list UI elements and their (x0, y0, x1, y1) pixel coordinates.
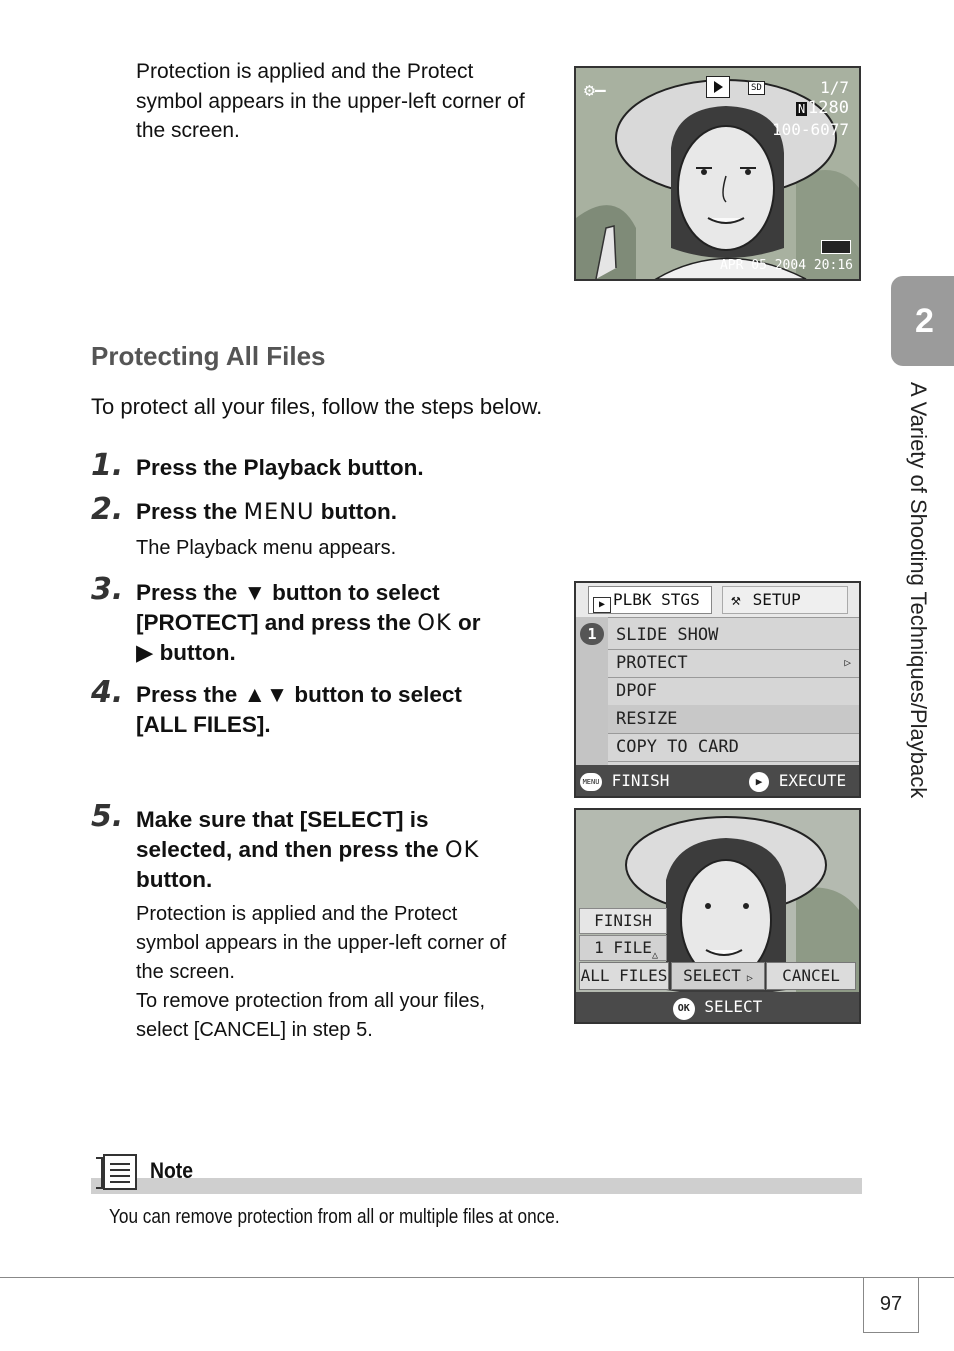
note-bar (91, 1178, 862, 1194)
protected-photo-screen (574, 66, 861, 281)
intro-text (136, 57, 556, 146)
step-2-post: button. (314, 499, 397, 524)
step-4-line-1: Press the ▲▼ button to select (136, 682, 462, 707)
step-5-line-1: Make sure that [SELECT] is (136, 807, 429, 832)
note-text: You can remove protection from all or multiple files at once. (109, 1206, 560, 1228)
step-5-number: 5. (91, 799, 124, 834)
submenu-arrow-icon: ▷ (844, 656, 851, 669)
key-protect-icon: ⚙— (584, 80, 606, 101)
step-5-title (136, 805, 556, 895)
chapter-number: 2 (915, 302, 934, 340)
menu-button-icon: MENU (580, 773, 602, 791)
option-select: SELECT ▷ (671, 962, 765, 990)
select-arrow-icon: ▷ (746, 973, 753, 984)
step-4-title (136, 680, 556, 740)
intro-line-1: Protection is applied and the Protect (136, 60, 474, 83)
menu-key-label: MENU (243, 499, 315, 525)
up-arrow-icon: △ (652, 950, 659, 961)
chapter-tab (891, 276, 954, 366)
tab-playback-settings: ▶ PLBK STGS (588, 586, 712, 614)
ok-select-label: SELECT (704, 997, 763, 1016)
battery-icon (821, 240, 851, 254)
menu-tab-bar (576, 583, 859, 618)
quality-badge: N (798, 102, 806, 116)
note-icon (94, 1152, 142, 1192)
intro-line-2: symbol appears in the upper-left corner of (136, 89, 525, 113)
step-2-desc: The Playback menu appears. (136, 537, 397, 559)
finish-label: FINISH (611, 771, 670, 790)
step-2-title (136, 497, 397, 527)
chapter-title-vertical: A Variety of Shooting Techniques/Playback (906, 382, 931, 799)
section-title: Protecting All Files (91, 341, 326, 371)
down-arrow-icon: ▼ (243, 580, 266, 605)
step-4-number: 4. (91, 675, 124, 710)
ok-key-label: OK (417, 610, 452, 636)
option-all-files: ALL FILES (579, 962, 669, 990)
sd-card-icon: SD (748, 81, 765, 95)
menu-item-dpof: DPOF (608, 677, 859, 706)
menu-page-badge: 1 (580, 623, 604, 645)
frame-counter: 1/7 (820, 78, 849, 97)
menu-item-protect: PROTECT ▷ (608, 649, 859, 678)
step-5-desc: Protection is applied and the Protect symbol appears in the upper-left corner of the screen. To remove protection from all your files, select [CANCEL] in step 5. (136, 903, 507, 1041)
protect-bottom-bar (576, 992, 859, 1022)
photo-datetime: APR 05 2004 20:16 (719, 258, 853, 273)
ok-key-label-2: OK (444, 837, 480, 863)
execute-arrow-icon: ▶ (749, 772, 769, 792)
intro-line-3: the screen. (136, 119, 240, 142)
option-cancel: CANCEL (766, 962, 856, 990)
step-3-line-1: Press the ▼ button to select (136, 580, 440, 605)
step-3-title (136, 578, 556, 668)
menu-bottom-bar (576, 765, 859, 796)
menu-item-resize: RESIZE (608, 705, 859, 734)
step-5-line-3: button. (136, 867, 213, 892)
playback-menu-screen (574, 581, 861, 798)
ok-button-icon: OK (673, 998, 695, 1020)
file-number: 100-6077 (771, 120, 849, 139)
right-arrow-icon: ▶ (136, 640, 154, 665)
menu-item-copy-to-card: COPY TO CARD (608, 733, 859, 762)
up-down-arrow-icon: ▲▼ (243, 682, 289, 707)
protect-select-screen (574, 808, 861, 1024)
wrench-icon: ⚒ (731, 590, 741, 609)
step-3-line-3: ▶ button. (136, 640, 236, 665)
tab-setup: ⚒ SETUP (722, 586, 848, 614)
section-lead: To protect all your files, follow the steps below. (91, 394, 543, 419)
step-4-line-2: [ALL FILES]. (136, 712, 271, 737)
step-3-line-2: [PROTECT] and press the OK or (136, 610, 481, 636)
step-2-number: 2. (91, 492, 124, 527)
menu-item-slide-show: SLIDE SHOW (608, 621, 859, 650)
note-label: Note (150, 1158, 194, 1183)
option-finish: FINISH (579, 908, 667, 934)
image-size: 1280 (808, 98, 849, 118)
page-number: 97 (879, 1293, 903, 1315)
playback-mode-icon (706, 76, 730, 98)
page-number-box (863, 1277, 919, 1333)
execute-label: EXECUTE (778, 771, 847, 790)
step-1-title: Press the Playback button. (136, 455, 424, 480)
playback-tab-icon: ▶ (593, 597, 611, 613)
option-1-file: 1 FILE (579, 935, 667, 961)
step-3-number: 3. (91, 572, 124, 607)
footer-rule (0, 1277, 954, 1278)
step-2-pre: Press the (136, 499, 244, 524)
step-5-line-2: selected, and then press the OK (136, 837, 480, 863)
step-1-number: 1. (91, 448, 124, 483)
